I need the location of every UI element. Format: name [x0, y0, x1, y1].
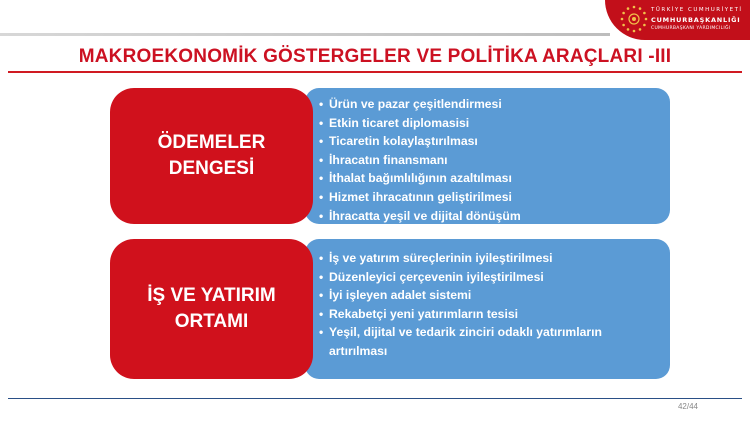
list-item: • Ticaretin kolaylaştırılması — [319, 134, 478, 149]
section-2-heading: İŞ VE YATIRIM ORTAMI — [147, 285, 276, 332]
list-item: • Hizmet ihracatının geliştirilmesi — [319, 189, 512, 204]
section-1-list — [305, 88, 670, 225]
list-item: • İyi işleyen adalet sistemi — [319, 288, 472, 303]
list-item: • İhracatın finansmanı — [319, 152, 448, 167]
list-item: • Yeşil, dijital ve tedarik zinciri odaklı yatırımların artırılması — [319, 325, 602, 358]
list-item: • Rekabetçi yeni yatırımların tesisi — [319, 306, 518, 321]
section-1-items-panel — [305, 88, 670, 224]
seal-emblem-icon — [619, 4, 649, 34]
section-1-heading: ÖDEMELER DENGESİ — [157, 132, 266, 179]
title-underline — [8, 71, 742, 73]
footer-divider — [8, 398, 742, 399]
list-item: • Düzenleyici çerçevenin iyileştirilmesi — [319, 269, 544, 284]
section-2-heading-box — [110, 239, 313, 379]
list-item: • İş ve yatırım süreçlerinin iyileştirilmesi — [319, 251, 553, 265]
list-item: • İthalat bağımlılığının azaltılması — [319, 171, 512, 186]
logo-line-2: CUMHURBAŞKANLIĞI — [651, 16, 741, 24]
header-divider — [0, 33, 610, 36]
page-title: MAKROEKONOMİK GÖSTERGELER VE POLİTİKA ARAÇLARI -III — [78, 46, 672, 67]
list-item: • Ürün ve pazar çeşitlendirmesi — [319, 97, 502, 111]
list-item: • İhracatta yeşil ve dijital dönüşüm — [319, 208, 521, 223]
list-item: • Etkin ticaret diplomasisi — [319, 115, 470, 130]
page-number: 42/44 — [677, 402, 698, 411]
section-2-items-panel — [305, 239, 670, 379]
institution-logo — [605, 0, 750, 40]
section-2-list — [305, 239, 670, 361]
logo-line-3: CUMHURBAŞKANI YARDIMCILIĞI — [651, 26, 731, 31]
section-1-heading-box — [110, 88, 313, 224]
logo-line-1: TÜRKİYE CUMHURİYETİ — [651, 7, 743, 13]
